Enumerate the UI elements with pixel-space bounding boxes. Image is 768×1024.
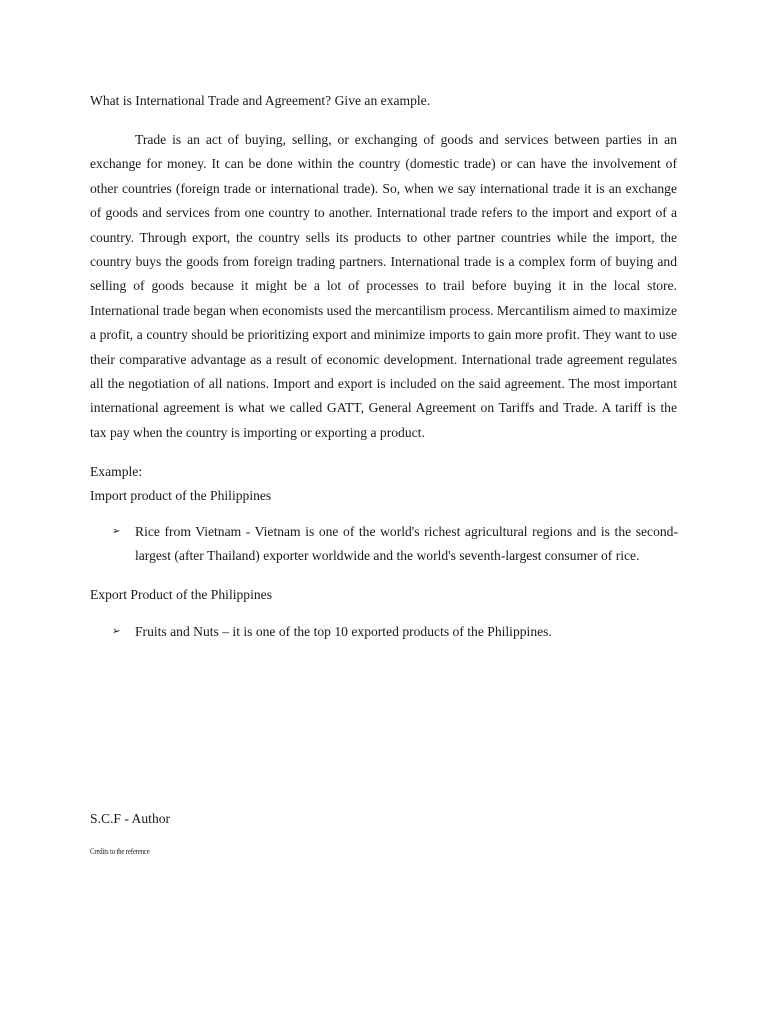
author-line: S.C.F - Author <box>90 811 171 826</box>
arrow-bullet-icon: ➢ <box>112 526 121 537</box>
credits-note: Credits to the reference <box>90 847 150 856</box>
example-label: Example: <box>90 464 143 479</box>
import-list-item <box>112 520 678 569</box>
export-heading: Export Product of the Philippines <box>90 587 272 602</box>
import-item-text: Rice from Vietnam - Vietnam is one of the world's richest agricultural regions and is the second-largest (after Thailand) exporter worldwide and the world's seventh-largest consumer of rice. <box>135 524 678 564</box>
export-item-text: Fruits and Nuts – it is one of the top 10 exported products of the Philippines. <box>135 624 552 639</box>
arrow-bullet-icon: ➢ <box>112 626 121 637</box>
export-list-item <box>112 620 678 644</box>
body-paragraph: Trade is an act of buying, selling, or exchanging of goods and services between parties in an exchange for money. It can be done within the country (domestic trade) or can have the involvement of other countries (foreign trade or international trade). So, when we say international trade it is an exchange of goods and services from one country to another. International trade refers to the import and export of a country. Through export, the country sells its products to other partner countries while the import, the country buys the goods from foreign trading partners. International trade is a complex form of buying and selling of goods because it might be a lot of processes to trail before buying it in the local store. International trade began when economists used the mercantilism process. Mercantilism aimed to maximize a profit, a country should be prioritizing export and minimize imports to gain more profit. They want to use their comparative advantage as a result of economic development. International trade agreement regulates all the negotiation of all nations. Import and export is included on the said agreement. The most important international agreement is what we called GATT, General Agreement on Tariffs and Trade. A tariff is the tax pay when the country is importing or exporting a product. <box>90 132 677 440</box>
import-heading: Import product of the Philippines <box>90 488 272 503</box>
question-heading: What is International Trade and Agreement? Give an example. <box>90 93 431 108</box>
